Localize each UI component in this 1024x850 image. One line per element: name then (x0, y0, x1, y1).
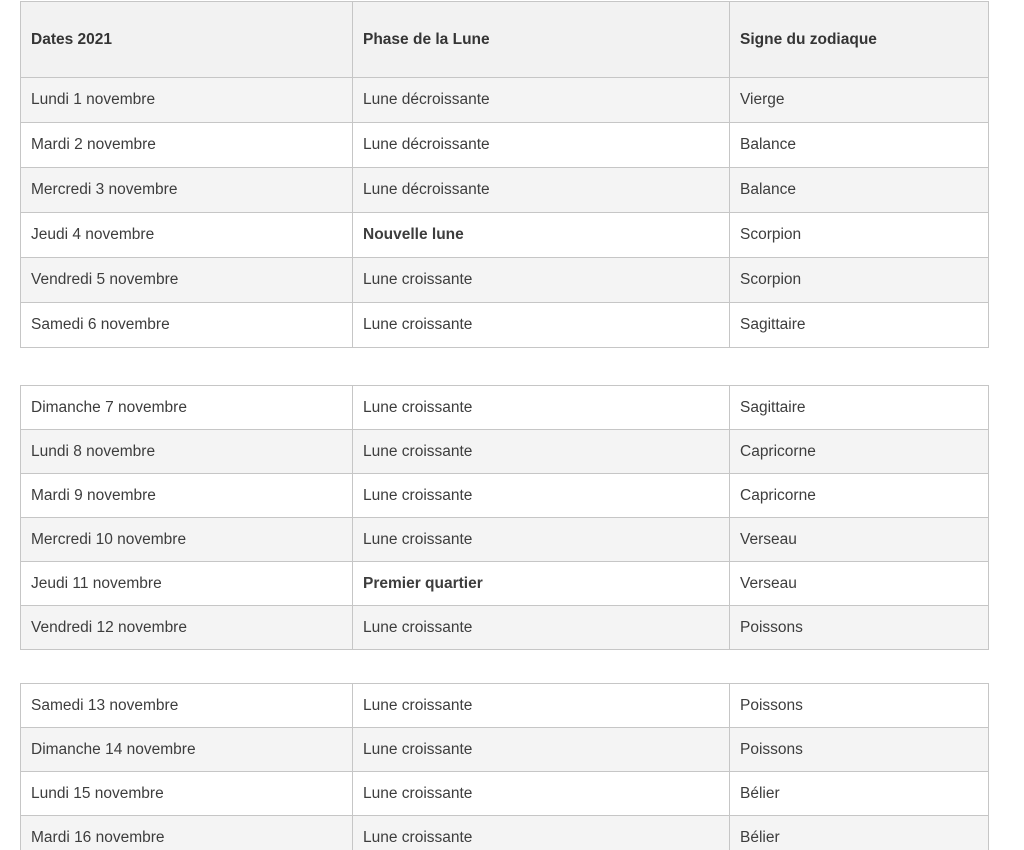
phase-cell: Lune décroissante (353, 168, 730, 213)
phase-cell: Lune croissante (353, 772, 730, 816)
table-row (21, 606, 989, 650)
phase-cell: Lune croissante (353, 684, 730, 728)
sign-cell: Balance (730, 168, 989, 213)
table-body (21, 684, 989, 850)
sign-cell: Poissons (730, 728, 989, 772)
table-row (21, 78, 989, 123)
sign-cell: Sagittaire (730, 386, 989, 430)
date-cell: Samedi 13 novembre (21, 684, 353, 728)
sign-cell: Scorpion (730, 213, 989, 258)
table-row (21, 562, 989, 606)
date-cell: Vendredi 5 novembre (21, 258, 353, 303)
table-body (21, 386, 989, 650)
phase-cell: Lune croissante (353, 258, 730, 303)
column-header-phase: Phase de la Lune (353, 2, 730, 78)
sign-cell: Capricorne (730, 430, 989, 474)
date-cell: Jeudi 11 novembre (21, 562, 353, 606)
phase-cell: Lune croissante (353, 474, 730, 518)
date-cell: Mercredi 3 novembre (21, 168, 353, 213)
phase-cell: Lune décroissante (353, 123, 730, 168)
moon-calendar-table-2 (20, 385, 989, 650)
sign-cell: Bélier (730, 816, 989, 850)
date-cell: Vendredi 12 novembre (21, 606, 353, 650)
phase-cell: Lune croissante (353, 518, 730, 562)
date-cell: Lundi 15 novembre (21, 772, 353, 816)
date-cell: Dimanche 14 novembre (21, 728, 353, 772)
table-row (21, 386, 989, 430)
sign-cell: Poissons (730, 684, 989, 728)
sign-cell: Bélier (730, 772, 989, 816)
date-cell: Mardi 2 novembre (21, 123, 353, 168)
table-row (21, 258, 989, 303)
sign-cell: Scorpion (730, 258, 989, 303)
date-cell: Samedi 6 novembre (21, 303, 353, 348)
moon-calendar-table-1 (20, 1, 989, 348)
table-row (21, 430, 989, 474)
table-row (21, 213, 989, 258)
phase-cell: Lune croissante (353, 386, 730, 430)
sign-cell: Verseau (730, 518, 989, 562)
date-cell: Lundi 1 novembre (21, 78, 353, 123)
date-cell: Lundi 8 novembre (21, 430, 353, 474)
phase-cell: Lune croissante (353, 606, 730, 650)
table-row (21, 684, 989, 728)
table-body (21, 78, 989, 348)
table-row (21, 474, 989, 518)
date-cell: Jeudi 4 novembre (21, 213, 353, 258)
table-row (21, 816, 989, 850)
sign-cell: Capricorne (730, 474, 989, 518)
phase-cell: Lune croissante (353, 303, 730, 348)
sign-cell: Sagittaire (730, 303, 989, 348)
phase-cell: Lune croissante (353, 430, 730, 474)
sign-cell: Vierge (730, 78, 989, 123)
column-header-dates: Dates 2021 (21, 2, 353, 78)
table-row (21, 123, 989, 168)
date-cell: Mercredi 10 novembre (21, 518, 353, 562)
sign-cell: Poissons (730, 606, 989, 650)
date-cell: Mardi 9 novembre (21, 474, 353, 518)
header-row (21, 2, 989, 78)
date-cell: Mardi 16 novembre (21, 816, 353, 850)
phase-cell: Lune croissante (353, 728, 730, 772)
table-row (21, 772, 989, 816)
table-row (21, 518, 989, 562)
sign-cell: Verseau (730, 562, 989, 606)
phase-cell: Lune décroissante (353, 78, 730, 123)
phase-cell: Nouvelle lune (353, 213, 730, 258)
table-row (21, 168, 989, 213)
sign-cell: Balance (730, 123, 989, 168)
table-row (21, 303, 989, 348)
date-cell: Dimanche 7 novembre (21, 386, 353, 430)
phase-cell: Premier quartier (353, 562, 730, 606)
phase-cell: Lune croissante (353, 816, 730, 850)
table-row (21, 728, 989, 772)
column-header-sign: Signe du zodiaque (730, 2, 989, 78)
moon-calendar-table-3 (20, 683, 989, 850)
